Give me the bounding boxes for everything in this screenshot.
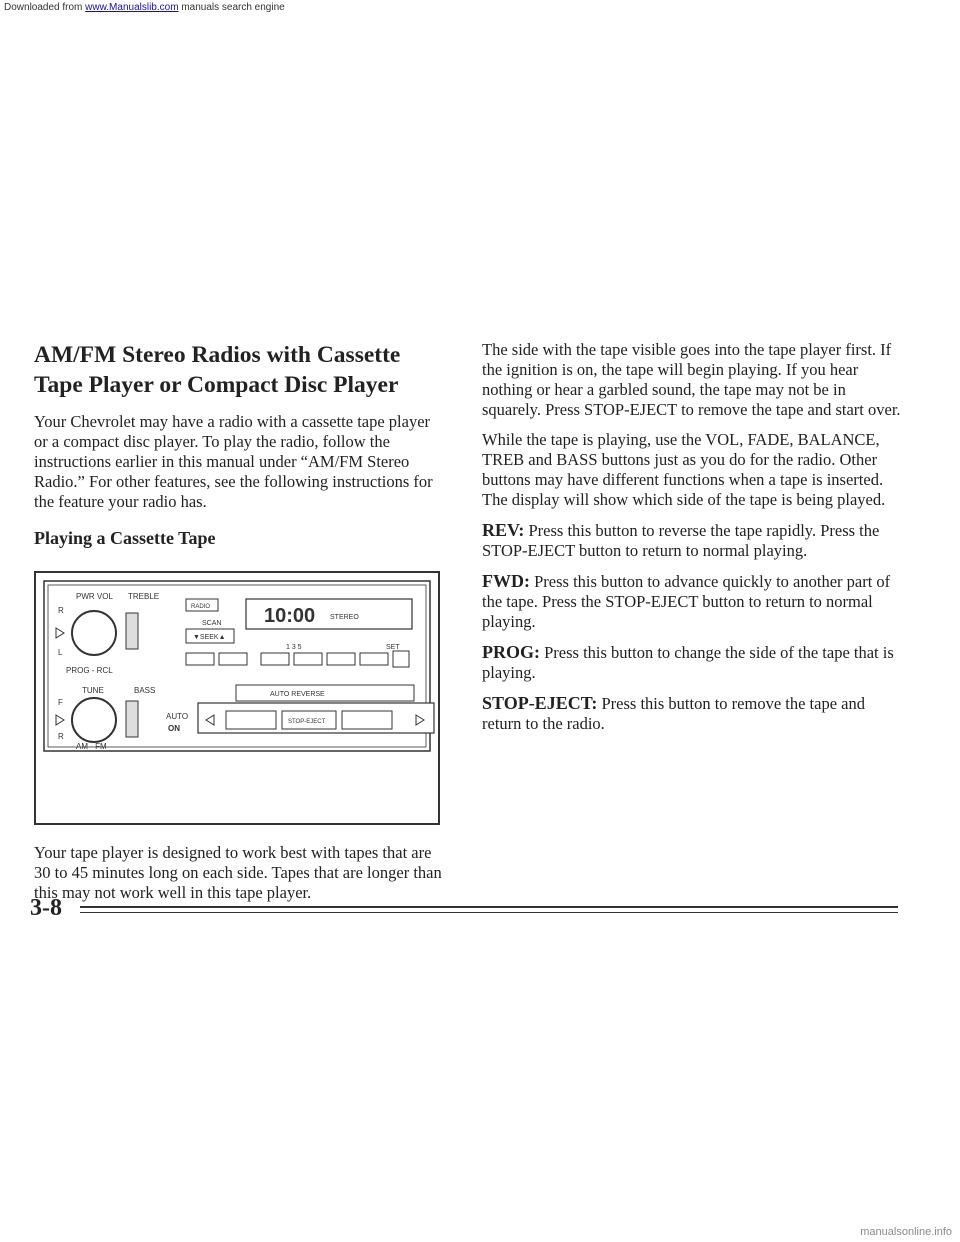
auto-label: AUTO [166,712,189,721]
prog-item [482,642,906,683]
bass-slider[interactable] [126,701,138,737]
radio-faceplate-drawing [36,573,438,823]
l1-label: L [58,648,63,657]
fwd-term: FWD: [482,571,530,591]
scan-label: SCAN [202,620,222,627]
on-label: ON [168,724,180,733]
stop-eject-term: STOP-EJECT: [482,693,598,713]
treble-label: TREBLE [128,592,160,601]
footer-rule-thin [80,912,898,913]
fwd-button[interactable] [342,711,392,729]
tape-insert-paragraph: The side with the tape visible goes into the tape player first. If the ignition is on, the tape will begin playing. If you hear nothing or hear a garbled sound, the tape may not be in squarely. Press STOP-EJECT to remove the tape and start over. [482,340,901,419]
prog-text: Press this button to change the side of the tape that is playing. [482,643,894,682]
page-number: 3-8 [30,895,62,921]
seek-label: ▼SEEK▲ [193,634,226,641]
stop-eject-item [482,693,906,734]
prog-rcl-label: PROG - RCL [66,666,113,675]
right-column [482,340,906,744]
tune-knob[interactable] [72,698,116,742]
rev-item [482,520,906,561]
left-column [34,340,446,903]
radio-illustration [34,571,440,825]
banner-prefix: Downloaded from [4,2,83,13]
manualslib-link[interactable]: www.Manualslib.com [85,2,179,13]
rev-button[interactable] [226,711,276,729]
r1-label: R [58,606,64,615]
treble-slider[interactable] [126,613,138,649]
rev-term: REV: [482,520,525,540]
tape-playing-paragraph: While the tape is playing, use the VOL, FADE, BALANCE, TREB and BASS buttons just as you do for the radio. Other buttons may have different functions when a tape is inserted. The display will show which side of the tape is being played. [482,430,886,509]
preset-numbers: 1 3 5 [286,644,302,651]
r2-label: R [58,732,64,741]
download-banner [0,0,289,15]
banner-suffix: manuals search engine [181,2,285,13]
section-heading: AM/FM Stereo Radios with Cassette Tape Player or Compact Disc Player [34,342,401,398]
stop-eject-label: STOP-EJECT [288,719,326,725]
set-label: SET [386,644,400,651]
radio-button-label: RADIO [191,604,211,610]
pwr-vol-label: PWR VOL [76,592,113,601]
subsection-heading: Playing a Cassette Tape [34,528,216,548]
tape-length-paragraph: Your tape player is designed to work best with tapes that are 30 to 45 minutes long on each side. Tapes that are longer than this may not work well in this tape player. [34,843,442,902]
play-arrow-icon [56,628,64,638]
rev-text: Press this button to reverse the tape rapidly. Press the STOP-EJECT button to return to normal playing. [482,521,880,560]
fwd-item [482,571,906,632]
tune-label: TUNE [82,686,104,695]
clock-display: 10:00 [264,605,316,627]
f2-label: F [58,698,63,707]
volume-knob[interactable] [72,611,116,655]
footer-rule [80,906,898,908]
intro-paragraph: Your Chevrolet may have a radio with a cassette tape player or a compact disc player. To play the radio, follow the instructions earlier in this manual under “AM/FM Stereo Radio.” For other features, see the following instructions for the feature your radio has. [34,412,433,511]
stop-eject-text: Press this button to remove the tape and return to the radio. [482,694,865,733]
play-arrow-icon [56,715,64,725]
watermark: manualsonline.info [860,1226,952,1238]
auto-reverse-label: AUTO REVERSE [270,691,325,698]
prog-term: PROG: [482,642,540,662]
fwd-text: Press this button to advance quickly to another part of the tape. Press the STOP-EJECT button to return to normal playing. [482,572,891,631]
am-fm-label: AM - FM [76,742,107,751]
bass-label: BASS [134,686,156,695]
stereo-indicator: STEREO [330,614,359,621]
preset-buttons[interactable] [186,651,409,667]
